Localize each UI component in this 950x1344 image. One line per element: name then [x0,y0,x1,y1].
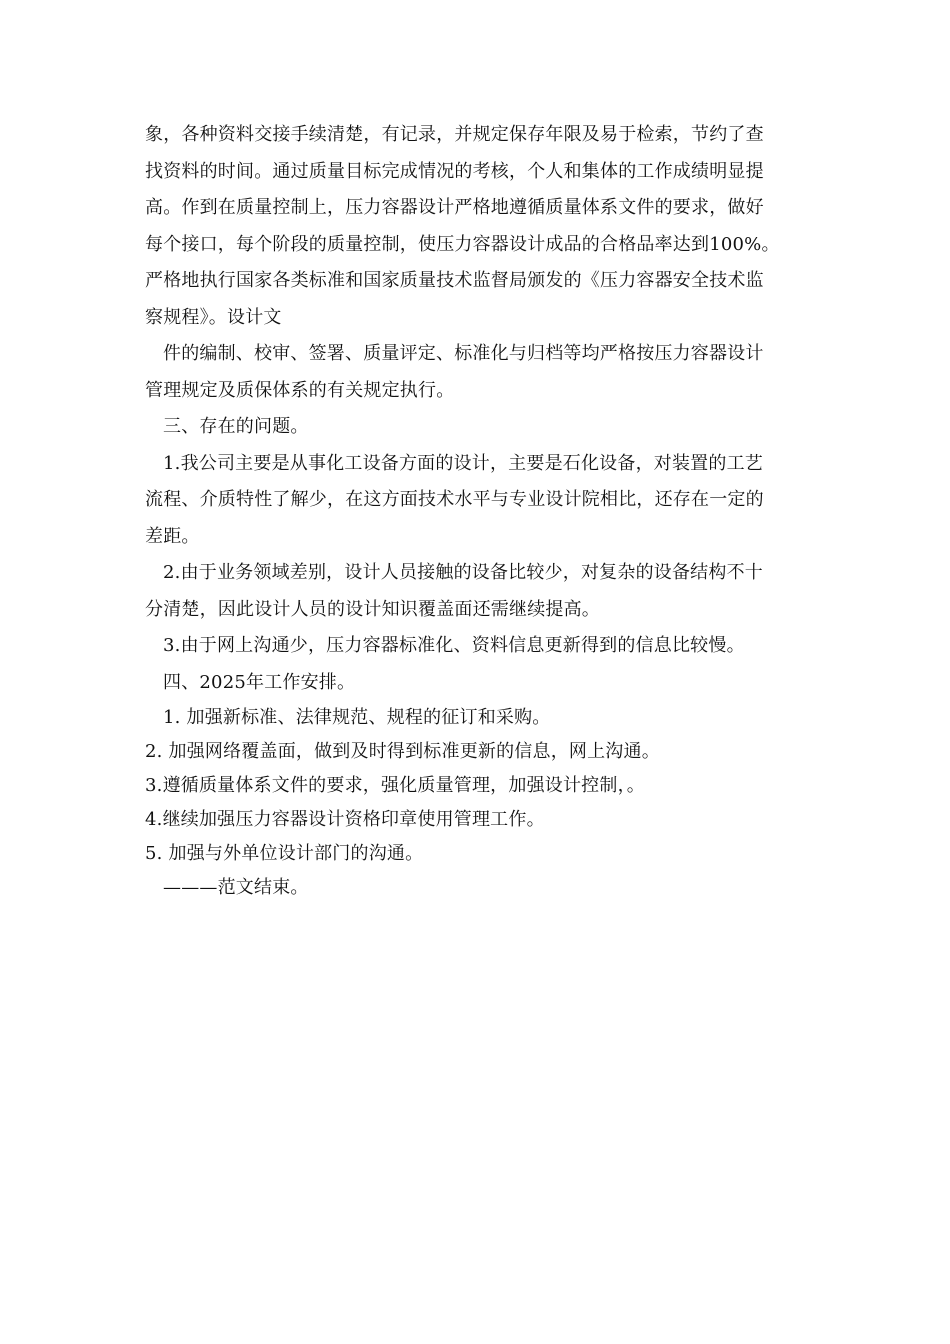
heading-text: 四、2025年工作安排。 [163,671,356,693]
closing-text: ———范文结束。 [163,877,309,898]
document-body [145,117,800,905]
text-line: 件的编制、校审、签署、质量评定、标准化与归档等均严格按压力容器设计 [163,343,764,364]
list-item: 2. 加强网络覆盖面，做到及时得到标准更新的信息，网上沟通。 [145,741,660,762]
text-line: 管理规定及质保体系的有关规定执行。 [145,379,455,401]
text-line: 高。作到在质量控制上，压力容器设计严格地遵循质量体系文件的要求，做好 [145,197,764,218]
plan-item-4 [145,803,800,837]
text-line: 流程、介质特性了解少，在这方面技术水平与专业设计院相比，还存在一定的 [145,489,764,510]
text-line: 每个接口，每个阶段的质量控制，使压力容器设计成品的合格品率达到100%。 [145,233,780,255]
text-line: 象，各种资料交接手续清楚，有记录，并规定保存年限及易于检索，节约了查 [145,124,764,145]
issue-item-1 [145,446,800,483]
issue-item-2 [145,555,800,592]
issue-item-1-cont [145,482,800,555]
closing-line [145,871,800,905]
list-item: 5. 加强与外单位设计部门的沟通。 [145,843,424,864]
paragraph-design-documents [145,336,800,373]
text-line: 察规程》。设计文 [145,306,282,328]
text-line: 差距。 [145,525,200,547]
list-item: 3.遵循质量体系文件的要求，强化质量管理，加强设计控制，。 [145,775,645,796]
section-heading-plan [145,665,800,702]
plan-item-1 [145,701,800,735]
text-line: 找资料的时间。通过质量目标完成情况的考核，个人和集体的工作成绩明显提 [145,160,764,182]
plan-item-5 [145,837,800,871]
list-item: 4.继续加强压力容器设计资格印章使用管理工作。 [145,809,545,830]
issue-item-3 [145,628,800,665]
issue-item-2-cont [145,592,800,629]
text-line: 2.由于业务领域差别，设计人员接触的设备比较少，对复杂的设备结构不十 [163,562,763,583]
text-line: 3.由于网上沟通少，压力容器标准化、资料信息更新得到的信息比较慢。 [163,635,745,656]
paragraph-design-documents-cont [145,373,800,410]
text-line: 分清楚，因此设计人员的设计知识覆盖面还需继续提高。 [145,598,600,620]
section-heading-issues [145,409,800,446]
plan-item-3 [145,769,800,803]
text-line: 严格地执行国家各类标准和国家质量技术监督局颁发的《压力容器安全技术监 [145,270,764,291]
heading-text: 三、存在的问题。 [163,416,309,437]
paragraph-records-and-quality [145,117,800,336]
plan-item-2 [145,735,800,769]
list-item: 1. 加强新标准、法律规范、规程的征订和采购。 [163,707,551,728]
text-line: 1.我公司主要是从事化工设备方面的设计，主要是石化设备，对装置的工艺 [163,452,763,474]
